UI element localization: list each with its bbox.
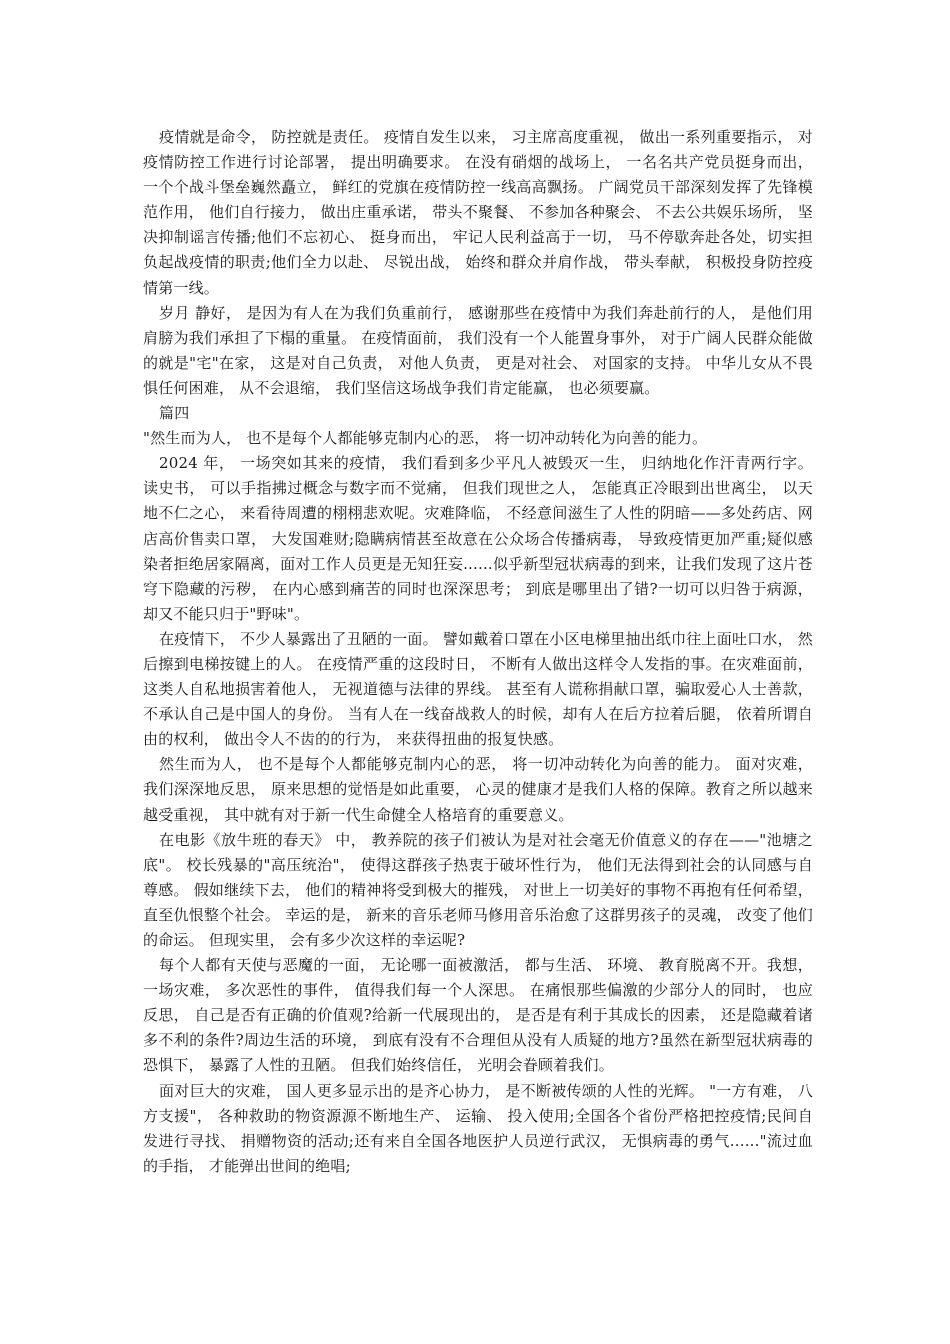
- section-heading: 篇四: [159, 404, 190, 423]
- document-body: [143, 125, 813, 1179]
- paragraph-7: 每个人都有天使与恶魔的一面， 无论哪一面被激活， 都与生活、 环境、 教育脱离不开。我想， 一场灾难， 多次恶性的事件， 值得我们每一个人深思。 在痛恨那些偏激的少部分人的同时， 也应反思， 自己是否有正确的价值观?给新一代展现出的， 是否是有利于其成长的因素， 还是隐藏着诸多不利的条件?周边生活的环境， 到底有没有不合理但从没有人质疑的地方?虽然在新型冠状病毒的恐惧下， 暴露了人性的丑陋。 但我们始终信任， 光明会眷顾着我们。: [143, 956, 813, 1075]
- paragraph-8: 面对巨大的灾难， 国人更多显示出的是齐心协力， 是不断被传颂的人性的光辉。 "一方有难， 八方支援"， 各种救助的物资源源不断地生产、 运输、 投入使用;全国各个省份严格把控疫情;民间自发进行寻找、 捐赠物资的活动;还有来自全国各地医护人员逆行武汉， 无惧病毒的勇气......"流过血的手指， 才能弹出世间的绝唱;: [143, 1081, 813, 1175]
- paragraph-1: 疫情就是命令， 防控就是责任。 疫情自发生以来， 习主席高度重视， 做出一系列重要指示， 对疫情防控工作进行讨论部署， 提出明确要求。 在没有硝烟的战场上， 一名名共产党员挺身而出， 一个个战斗堡垒巍然矗立， 鲜红的党旗在疫情防控一线高高飘扬。 广阔党员干部深刻发挥了先锋模范作用， 他们自行接力， 做出庄重承诺， 带头不聚餐、 不参加各种聚会、 不去公共娱乐场所， 坚决抑制谣言传播;他们不忘初心、 挺身而出， 牢记人民利益高于一切， 马不停歇奔赴各处，切实担负起战疫情的职责;他们全力以赴、 尽锐出战， 始终和群众并肩作战， 带头奉献， 积极投身防控疫情第一线。: [143, 128, 813, 297]
- quote-line: "然生而为人， 也不是每个人都能够克制内心的恶， 将一切冲动转化为向善的能力。: [143, 429, 708, 448]
- paragraph-5: 然生而为人， 也不是每个人都能够克制内心的恶， 将一切冲动转化为向善的能力。 面对灾难， 我们深深地反思， 原来思想的觉悟是如此重要， 心灵的健康才是我们人格的保障。教育之所以越来越受重视， 其中就有对于新一代生命健全人格培育的重要意义。: [143, 755, 813, 824]
- paragraph-4: 在疫情下， 不少人暴露出了丑陋的一面。 譬如戴着口罩在小区电梯里抽出纸巾往上面吐口水， 然后擦到电梯按键上的人。 在疫情严重的这段时日， 不断有人做出这样令人发指的事。在灾难面前， 这类人自私地损害着他人， 无视道德与法律的界线。 甚至有人谎称捐献口罩，骗取爱心人士善款，不承认自己是中国人的身份。 当有人在一线奋战救人的时候，却有人在后方拉着后腿， 依着所谓自由的权利， 做出令人不齿的的行为， 来获得扭曲的报复快感。: [143, 629, 813, 749]
- paragraph-2: 岁月 静好， 是因为有人在为我们负重前行， 感谢那些在疫情中为我们奔赴前行的人， 是他们用肩膀为我们承担了下榻的重量。 在疫情面前， 我们没有一个人能置身事外， 对于广阔人民群众能做的就是"宅"在家， 这是对自己负责， 对他人负责， 更是对社会、 对国家的支持。 中华儿女从不畏惧任何困难， 从不会退缩， 我们坚信这场战争我们肯定能赢， 也必须要赢。: [143, 303, 813, 397]
- paragraph-6: 在电影《放牛班的春天》 中， 教养院的孩子们被认为是对社会毫无价值意义的存在——"池塘之底"。 校长残暴的"高压统治"， 使得这群孩子热衷于破坏性行为， 他们无法得到社会的认同感与自尊感。 假如继续下去， 他们的精神将受到极大的摧残， 对世上一切美好的事物不再抱有任何希望， 直至仇恨整个社会。 幸运的是， 新来的音乐老师马修用音乐治愈了这群男孩子的灵魂， 改变了他们的命运。 但现实里， 会有多少次这样的幸运呢?: [143, 830, 813, 949]
- paragraph-3: 2024 年， 一场突如其来的疫情， 我们看到多少平凡人被毁灭一生， 归纳地化作汗青两行字。 读史书， 可以手指拂过概念与数字而不觉痛， 但我们现世之人， 怎能真正冷眼到出世离尘， 以天地不仁之心， 来看待周遭的栩栩悲欢呢。灾难降临， 不经意间滋生了人性的阴暗——多处药店、网店高价售卖口罩， 大发国难财;隐瞒病情甚至故意在公众场合传播病毒， 导致疫情更加严重;疑似感染者拒绝居家隔离，面对工作人员更是无知狂妄......似乎新型冠状病毒的到来，让我们发现了这片苍穹下隐藏的污秽， 在内心感到痛苦的同时也深深思考； 到底是哪里出了错?一切可以归咎于病源，却又不能只归于"野味"。: [143, 454, 813, 623]
